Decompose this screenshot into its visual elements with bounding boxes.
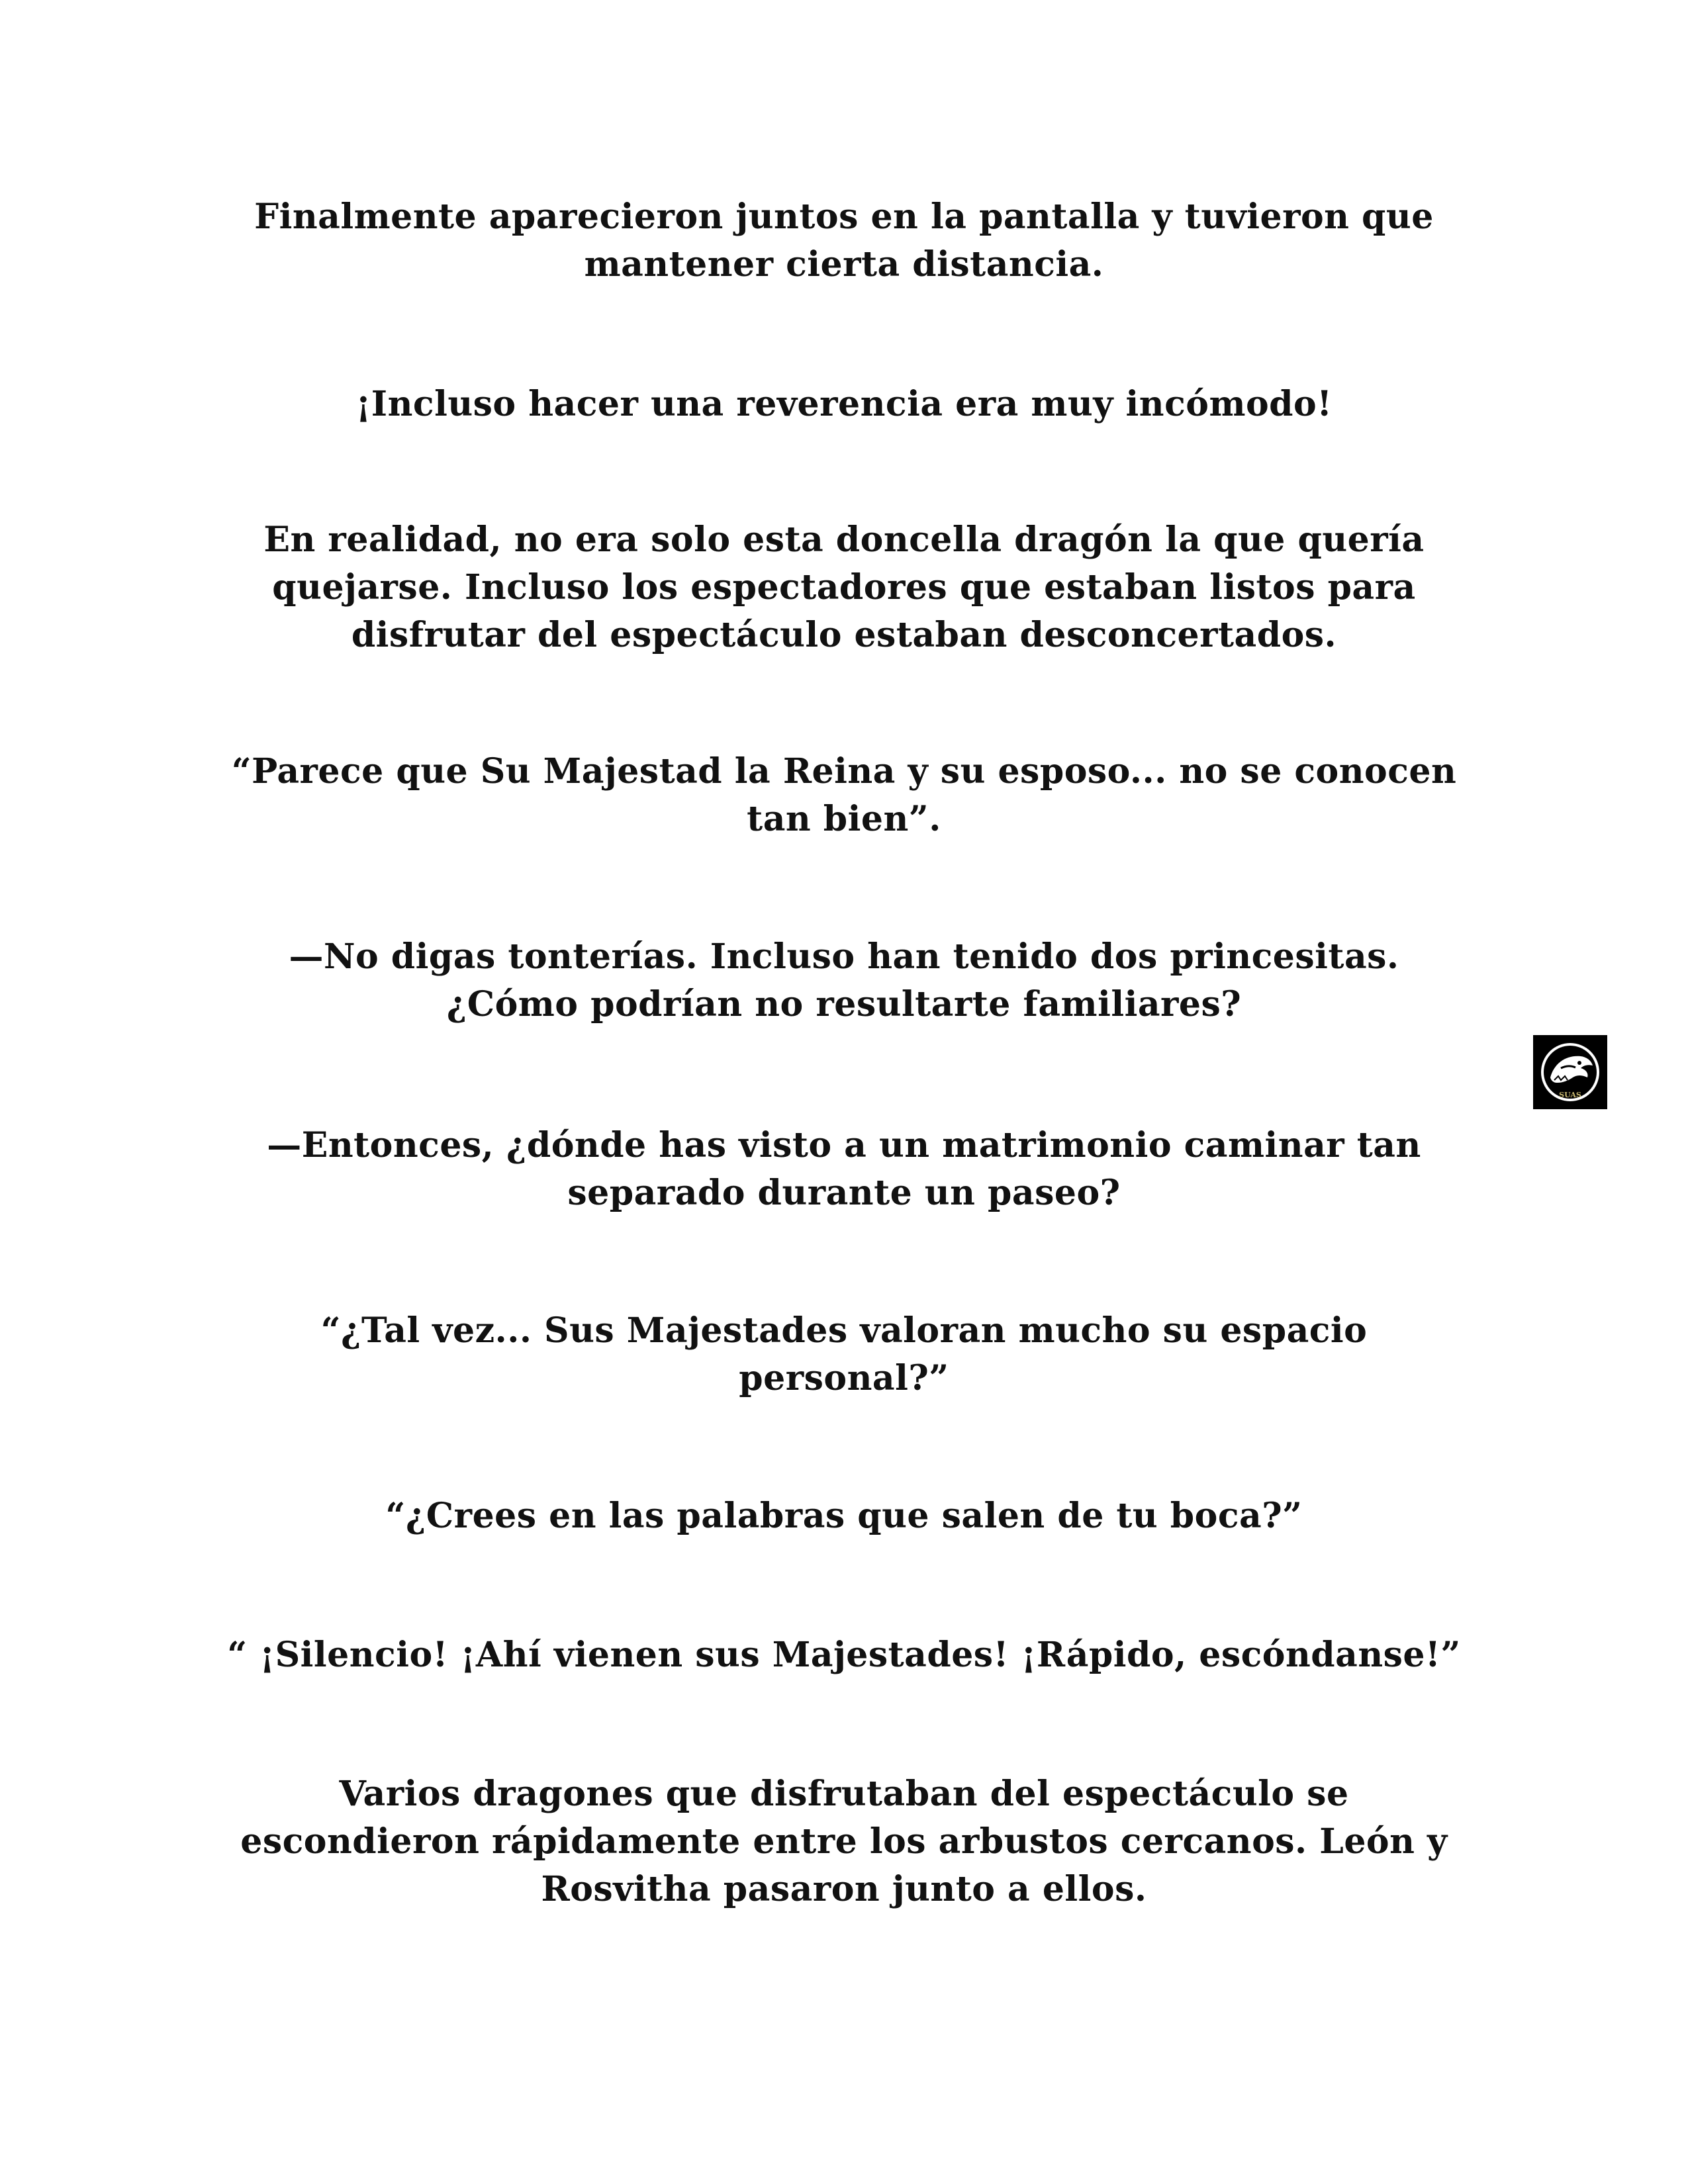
text-line: En realidad, no era solo esta doncella dragón la que quería	[263, 520, 1425, 560]
paragraph-1	[225, 193, 1463, 289]
text-line: escondieron rápidamente entre los arbustos cercanos. León y	[240, 1821, 1448, 1862]
paragraph-6	[225, 1122, 1463, 1217]
text-line: personal?”	[739, 1358, 949, 1398]
text-line: ¿Cómo podrían no resultarte familiares?	[446, 984, 1242, 1024]
text-line: Varios dragones que disfrutaban del espectáculo se	[339, 1774, 1349, 1814]
paragraph-10	[225, 1770, 1463, 1913]
text-line: “ ¡Silencio! ¡Ahí vienen sus Majestades! ¡Rápido, escóndanse!”	[227, 1635, 1461, 1675]
paragraph-5	[225, 933, 1463, 1028]
text-line: disfrutar del espectáculo estaban desconcertados.	[351, 615, 1337, 655]
paragraph-4	[225, 748, 1463, 843]
text-line: Rosvitha pasaron junto a ellos.	[541, 1869, 1147, 1909]
paragraph-3	[225, 516, 1463, 659]
logo-graphic	[1534, 1036, 1606, 1108]
text-line: Finalmente aparecieron juntos en la pantalla y tuvieron que	[254, 197, 1434, 237]
text-line: quejarse. Incluso los espectadores que estaban listos para	[272, 567, 1416, 608]
paragraph-8	[225, 1492, 1463, 1540]
paragraph-9	[225, 1631, 1463, 1679]
text-line: mantener cierta distancia.	[584, 244, 1104, 285]
text-line: “Parece que Su Majestad la Reina y su esposo... no se conocen	[231, 751, 1457, 792]
text-line: separado durante un paseo?	[567, 1173, 1121, 1213]
dragon-head-logo-icon	[1533, 1035, 1607, 1109]
text-line: “¿Crees en las palabras que salen de tu boca?”	[385, 1496, 1303, 1536]
paragraph-7	[225, 1307, 1463, 1402]
text-line: “¿Tal vez... Sus Majestades valoran mucho su espacio	[320, 1310, 1368, 1351]
text-line: —No digas tonterías. Incluso han tenido dos princesitas.	[289, 936, 1399, 977]
text-line: tan bien”.	[747, 799, 941, 839]
text-line: —Entonces, ¿dónde has visto a un matrimonio caminar tan	[267, 1125, 1421, 1165]
logo-text: SUAS	[1559, 1091, 1581, 1099]
paragraph-2	[225, 381, 1463, 428]
text-line: ¡Incluso hacer una reverencia era muy incómodo!	[355, 384, 1333, 424]
